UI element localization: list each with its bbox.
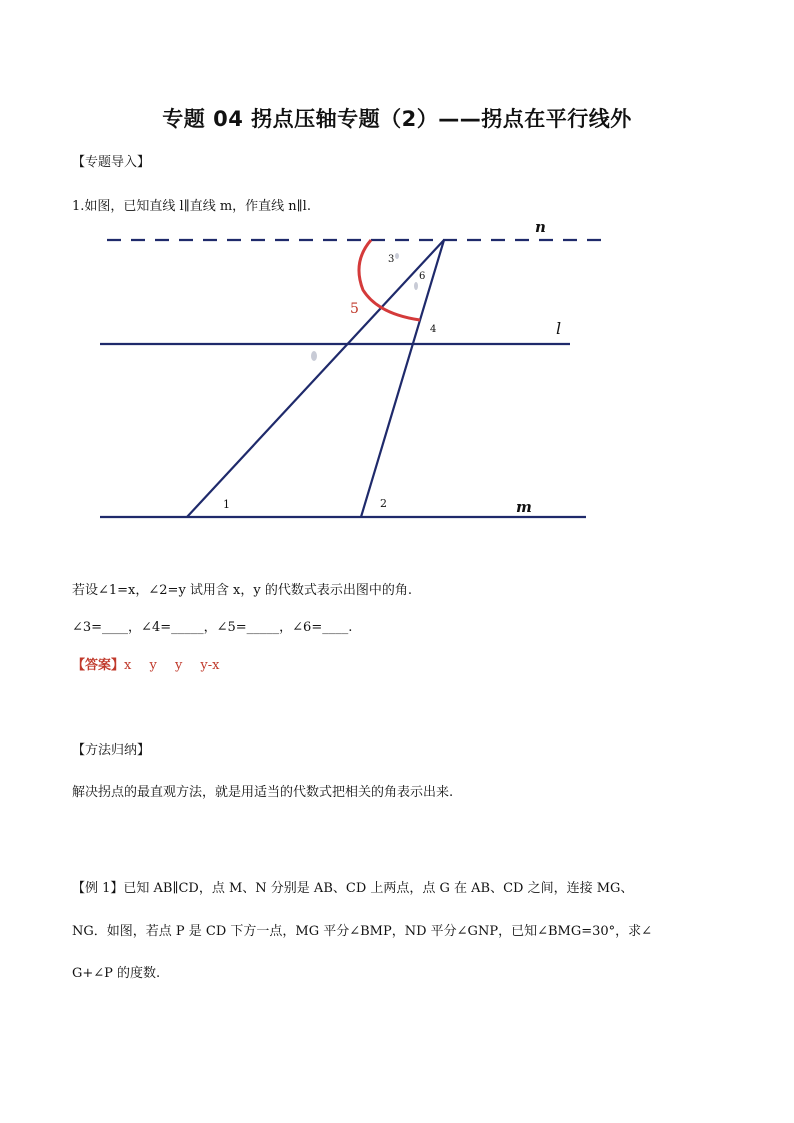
angle-4-label: 4: [430, 324, 437, 335]
question-1-blanks: ∠3=____，∠4=_____，∠5=_____，∠6=____.: [72, 620, 353, 635]
line-l-label: l: [556, 319, 562, 338]
transversal-2: [361, 240, 444, 517]
question-1-setup: 若设∠1=x，∠2=y 试用含 x，y 的代数式表示出图中的角.: [72, 583, 412, 598]
angle-6-label: 6: [419, 271, 426, 282]
line-n-label: n: [535, 218, 546, 236]
faint-mark: [311, 351, 317, 361]
angle-2-label: 2: [380, 497, 387, 510]
example-1-line-1: 【例 1】已知 AB∥CD，点 M、N 分别是 AB、CD 上两点，点 G 在 AB、CD 之间，连接 MG、: [72, 881, 634, 896]
page-title: 专题 04 拐点压轴专题（2）——拐点在平行线外: [162, 107, 632, 131]
parallel-lines-figure: [0, 0, 794, 560]
angle-3-label: 3: [388, 254, 395, 265]
angle-1-label: 1: [223, 498, 230, 511]
faint-mark: [414, 282, 418, 290]
faint-mark: [395, 253, 399, 259]
transversal-1: [187, 240, 444, 517]
angle-5-label: 5: [350, 301, 359, 317]
answer-values: x y y y-x: [124, 658, 220, 673]
method-heading: 【方法归纳】: [72, 743, 151, 758]
line-m-label: m: [516, 498, 532, 516]
example-1-line-3: G+∠P 的度数.: [72, 966, 161, 981]
answer-line: [72, 654, 220, 673]
answer-label: 【答案】: [72, 658, 125, 673]
example-1-line-2: NG．如图，若点 P 是 CD 下方一点，MG 平分∠BMP，ND 平分∠GNP，已知∠BMG=30°，求∠: [72, 924, 653, 939]
angle-5-arc: [359, 240, 420, 320]
intro-heading: 【专题导入】: [72, 155, 151, 170]
method-text: 解决拐点的最直观方法，就是用适当的代数式把相关的角表示出来.: [72, 785, 454, 800]
question-1-text: 1.如图，已知直线 l∥直线 m，作直线 n∥l.: [72, 199, 311, 214]
